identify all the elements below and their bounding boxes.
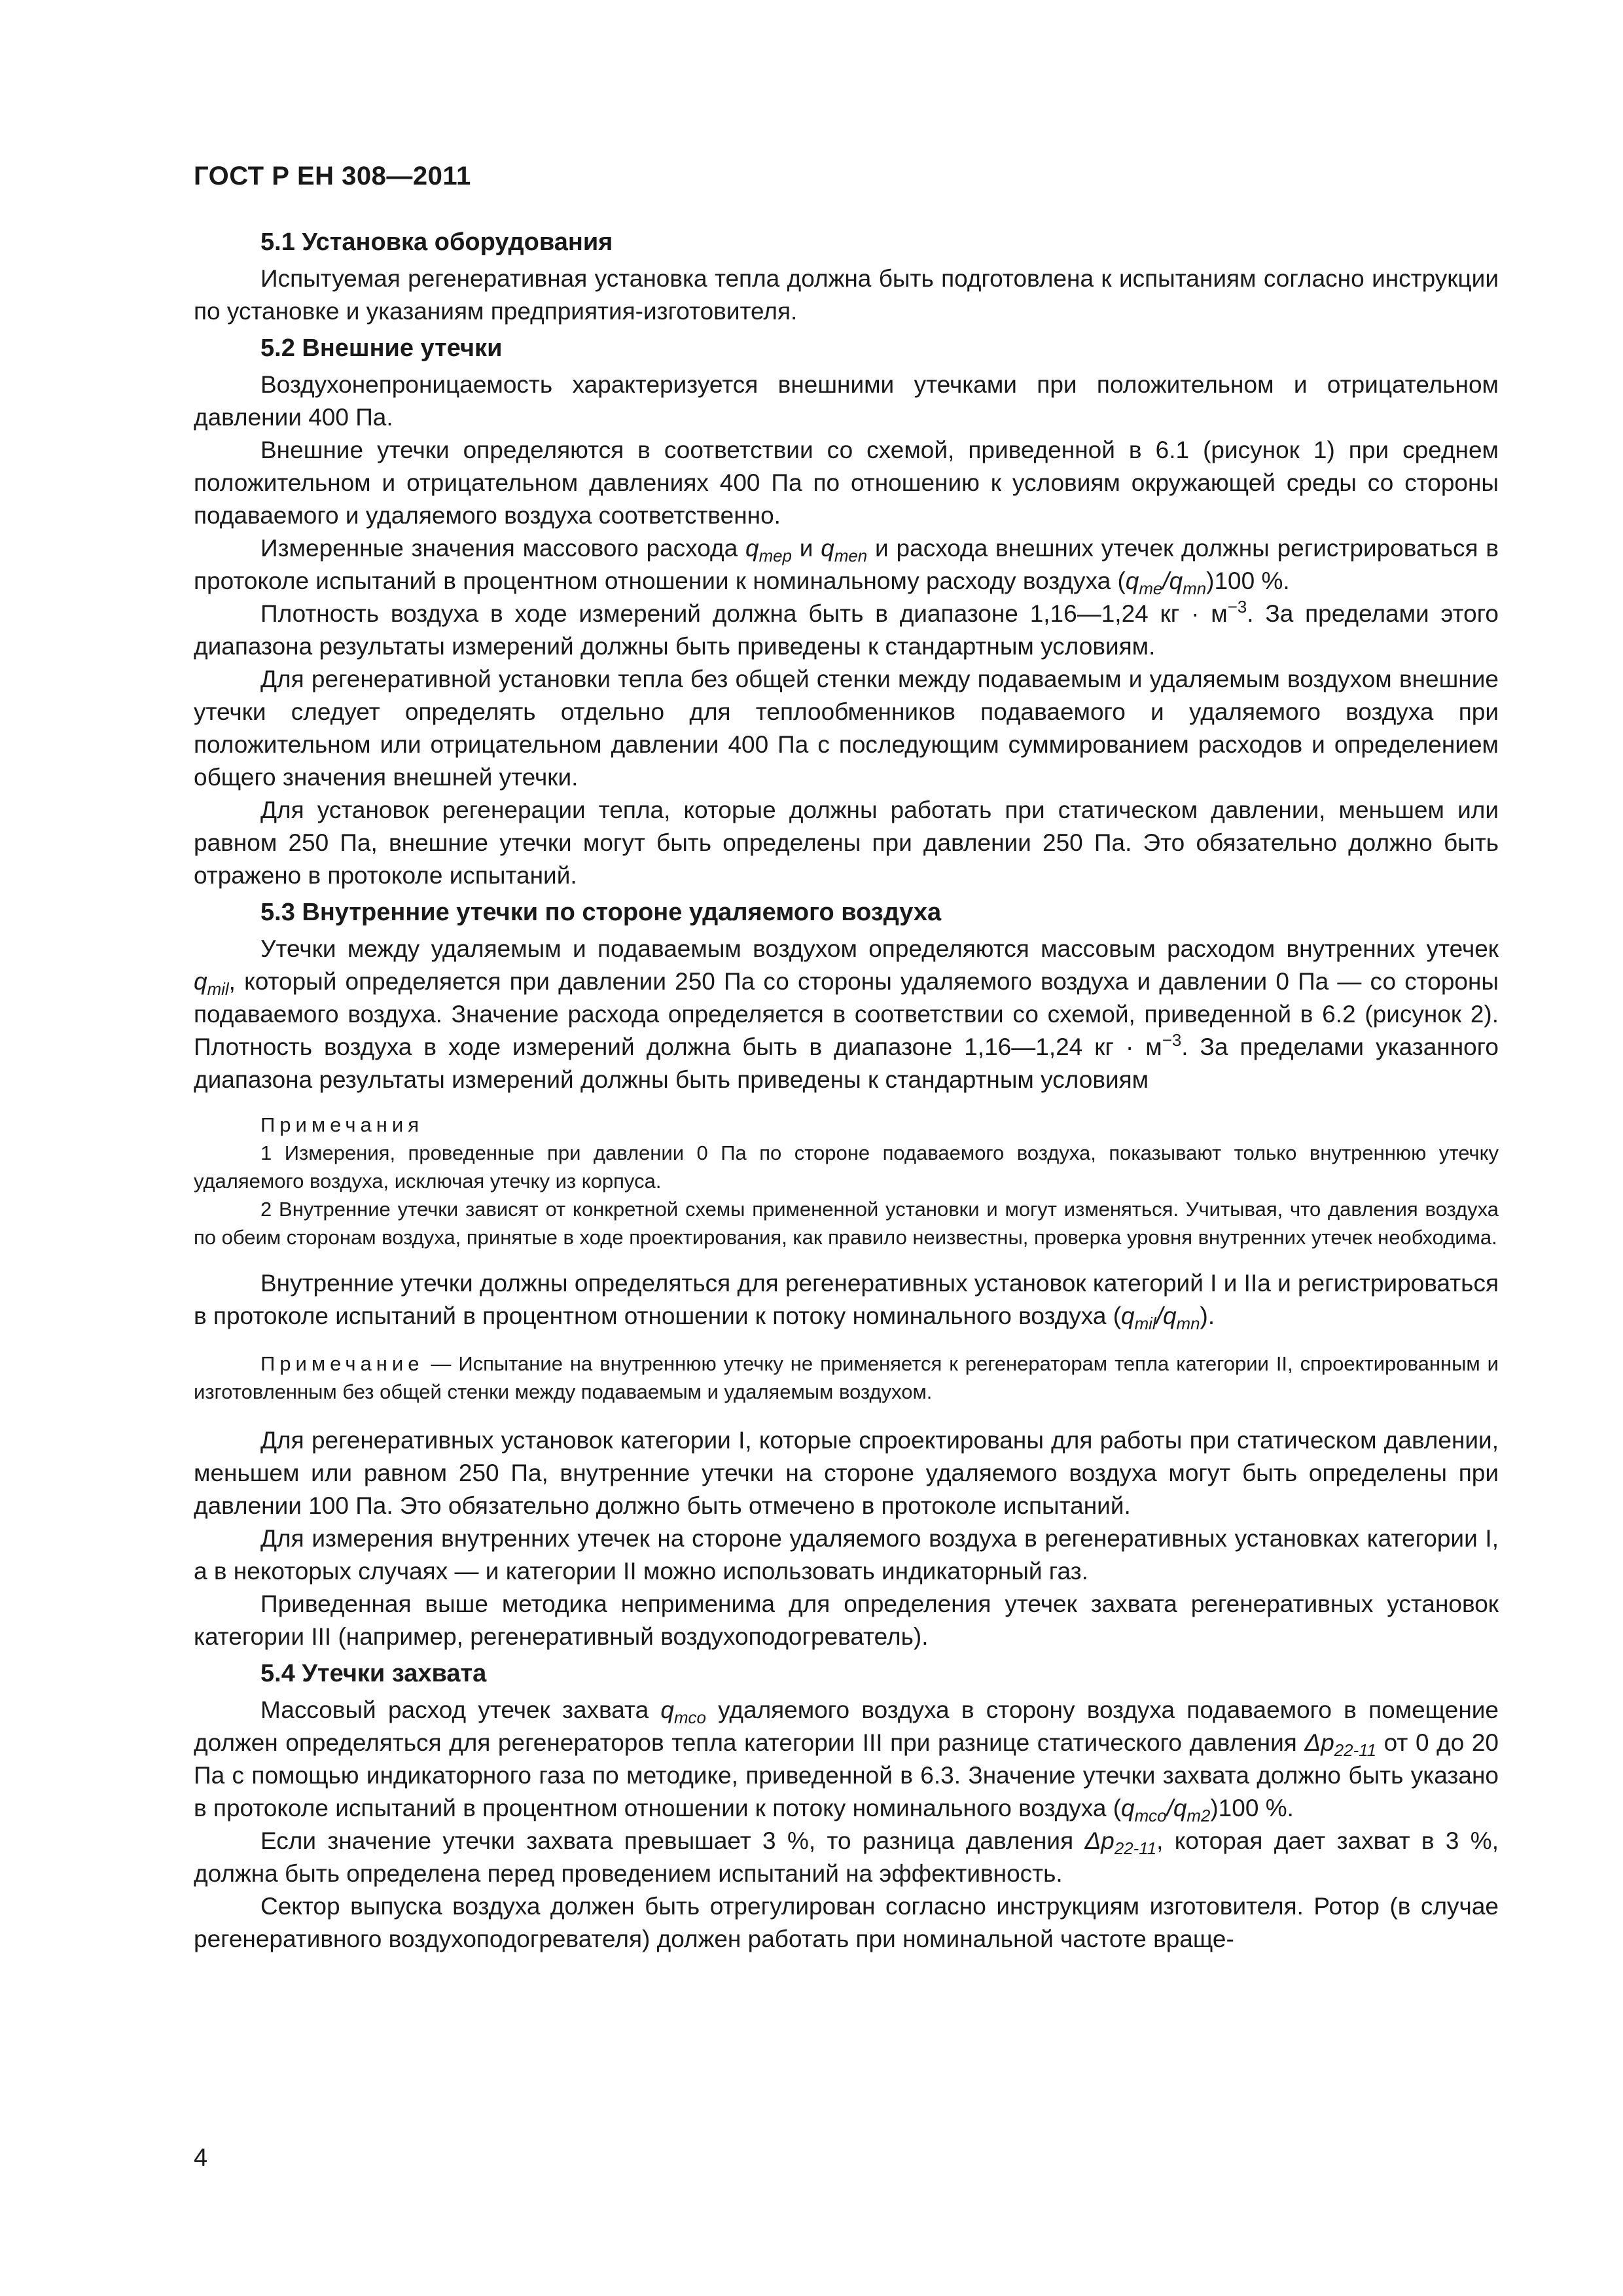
section-heading-5-3: 5.3 Внутренние утечки по стороне удаляемого воздуха [260, 899, 942, 926]
paragraph-mass-flow [194, 532, 1499, 598]
paragraph: Приведенная выше методика неприменима для определения утечек захвата регенеративных установок категории III (например, регенеративный воздухоподогреватель). [194, 1590, 1499, 1650]
page-number: 4 [194, 2144, 208, 2172]
formula-q: $q_{men}$ [821, 535, 868, 565]
formula-ratio: $q_{mil}/q_{mn}$ [1121, 1302, 1200, 1333]
paragraph-internal-leakage: Утечки между удаляемым и подаваемым воздухом определяются массовым расходом внутренних утечек $q_{mil}$, который определяется при давлении 250 Па со стороны удаляемого воздуха и давлении 0 Па — со стороны подаваемого воздуха. Значение расхода определяется в соответствии со схемой, приведенной в 6.2 (рисунок 2). Плотность воздуха в ходе измерений должна быть в диапазоне 1,16—1,24 кг · $м^{-3}$. За пределами указанного диапазона результаты измерений должны быть приведены к стандартным условиям [194, 935, 1499, 1093]
note-item: 2 Внутренние утечки зависят от конкретной схемы примененной установки и могут изменяться. Учитывая, что давления воздуха по обеим сторонам воздуха, принятые в ходе проектирования, как правило неизвестны, проверка уровня внутренних утечек необходима. [194, 1198, 1499, 1249]
page-content [194, 226, 1499, 1956]
formula-q-mil: $q_{mil}$ [194, 968, 229, 999]
note-label: Примечание [260, 1352, 424, 1375]
paragraph: Для измерения внутренних утечек на стороне удаляемого воздуха в регенеративных установках категории I, а в некоторых случаях — и категории II можно использовать индикаторный газ. [194, 1525, 1499, 1585]
paragraph-capture-leakage: Массовый расход утечек захвата $q_{mco}$ удаляемого воздуха в сторону воздуха подаваемого в помещение должен определяться для регенераторов тепла категории III при разнице статического давления $\Delta p_{22-11}$ от 0 до 20 Па с помощью индикаторного газа по методике, приведенной в 6.3. Значение утечки захвата должно быть указано в протоколе испытаний в процентном отношении к потоку номинального воздуха $(q_{mco}/q_{m2})100$ %. [194, 1696, 1499, 1825]
section-heading-5-2: 5.2 Внешние утечки [260, 334, 503, 362]
notes-title: Примечания [260, 1113, 423, 1136]
paragraph: Сектор выпуска воздуха должен быть отрегулирован согласно инструкциям изготовителя. Ротор (в случае регенеративного воздухоподогревателя) должен работать при номинальной частоте враще- [194, 1893, 1499, 1952]
formula-ratio: $q_{me}/q_{mn}$ [1125, 567, 1207, 598]
note-item: 1 Измерения, проведенные при давлении 0 Па по стороне подаваемого воздуха, показывают только внутреннюю утечку удаляемого воздуха, исключая утечку из корпуса. [194, 1141, 1499, 1193]
formula-q: $q_{mep}$ [745, 535, 792, 565]
section-heading-5-4: 5.4 Утечки захвата [260, 1660, 487, 1687]
formula-dp: $\Delta p_{22-11}$ [1084, 1827, 1157, 1858]
paragraph: Для регенеративной установки тепла без общей стенки между подаваемым и удаляемым воздухом внешние утечки следует определять отдельно для теплообменников подаваемого и удаляемого воздуха при положительном или отрицательном давлении 400 Па с последующим суммированием расходов и определением общего значения внешней утечки. [194, 666, 1499, 791]
paragraph-pressure-diff: Если значение утечки захвата превышает 3 %, то разница давления $\Delta p_{22-11}$, которая дает захват в 3 %, должна быть определена перед проведением испытаний на эффективность. [194, 1827, 1499, 1887]
text-run: и расхода внешних утечек должны регистрироваться в протоколе испытаний в процентном отношении к номинальному расходу воздуха ( [194, 535, 1499, 594]
notes-block [194, 1111, 1499, 1251]
paragraph: Внешние утечки определяются в соответствии со схемой, приведенной в 6.1 (рисунок 1) при среднем положительном и отрицательном давлениях 400 Па по отношению к условиям окружающей среды со стороны подаваемого и удаляемого воздуха соответственно. [194, 437, 1499, 529]
paragraph: Для установок регенерации тепла, которые должны работать при статическом давлении, меньшем или равном 250 Па, внешние утечки могут быть определены при давлении 250 Па. Это обязательно должно быть отражено в протоколе испытаний. [194, 797, 1499, 889]
section-heading-5-1: 5.1 Установка оборудования [260, 228, 613, 256]
note-inline: Примечание — Испытание на внутреннюю утечку не применяется к регенераторам тепла категории II, спроектированным и изготовленным без общей стенки между подаваемым и удаляемым воздухом. [194, 1352, 1499, 1403]
text-run: )100 %. [1206, 567, 1290, 594]
document-id: ГОСТ Р ЕН 308—2011 [194, 162, 471, 190]
paragraph-categories: Внутренние утечки должны определяться для регенеративных установок категорий I и IIа и регистрироваться в протоколе испытаний в процентном отношении к потоку номинального воздуха $(q_{mil}/q_{mn})$. [194, 1270, 1499, 1333]
formula-dp: $\Delta p_{22-11}$ [1304, 1729, 1377, 1760]
paragraph: Испытуемая регенеративная установка тепла должна быть подготовлена к испытаниям согласно инструкции по установке и указаниям предприятия-изготовителя. [194, 265, 1499, 325]
formula-ratio: $q_{mco}/q_{m2}$ [1121, 1795, 1211, 1825]
formula-q-mco: $q_{mco}$ [660, 1696, 706, 1727]
text-run: и [791, 535, 821, 562]
paragraph: Воздухонепроницаемость характеризуется внешними утечками при положительном и отрицательном давлении 400 Па. [194, 371, 1499, 431]
paragraph: Для регенеративных установок категории I, которые спроектированы для работы при статическом давлении, меньшем или равном 250 Па, внутренние утечки на стороне удаляемого воздуха могут быть определены при давлении 100 Па. Это обязательно должно быть отмечено в протоколе испытаний. [194, 1427, 1499, 1519]
paragraph-density: Плотность воздуха в ходе измерений должна быть в диапазоне 1,16—1,24 кг · $м^{-3}$. За пределами этого диапазона результаты измерений должны быть приведены к стандартным условиям. [194, 598, 1499, 660]
text-run: Измеренные значения массового расхода [260, 535, 745, 562]
